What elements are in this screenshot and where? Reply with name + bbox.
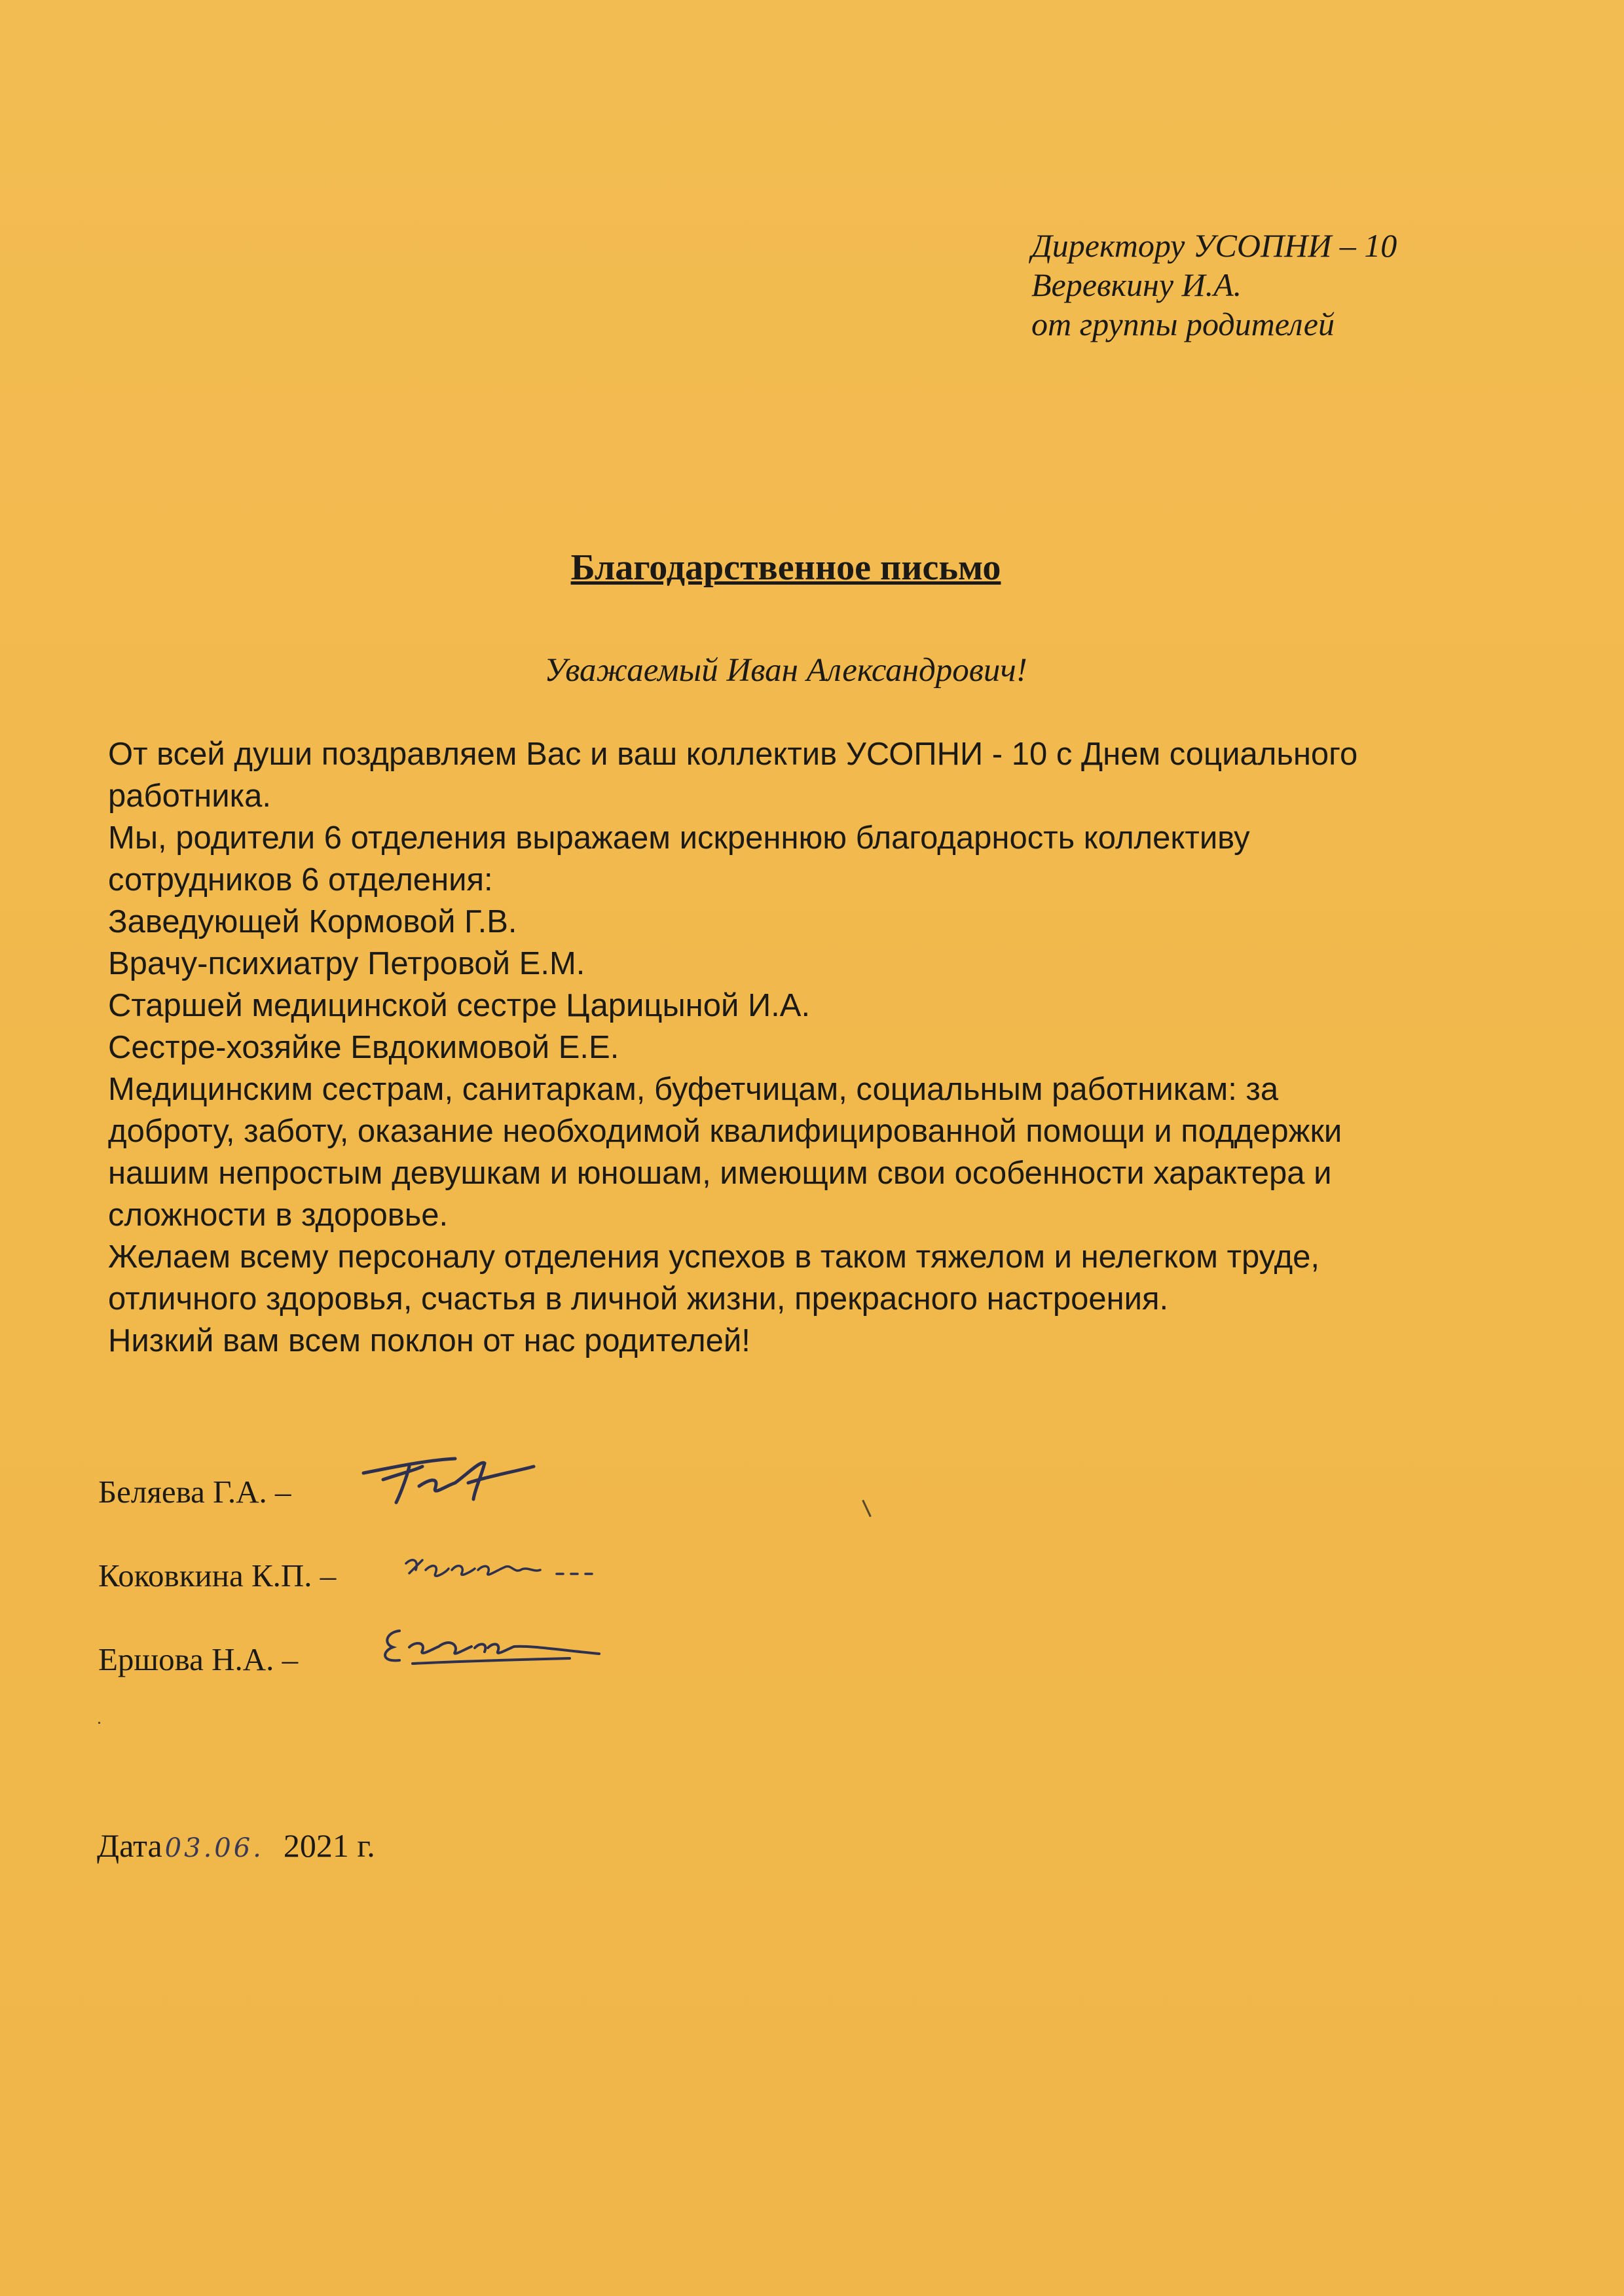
- body-line: Сестре-хозяйке Евдокимовой Е.Е.: [108, 1030, 619, 1065]
- signature-row-ershova: [98, 1637, 336, 1721]
- addressee-block: [1031, 226, 1397, 344]
- body-line: Заведующей Кормовой Г.В.: [108, 904, 517, 939]
- addressee-line-2: Веревкину И.А.: [1031, 266, 1242, 303]
- paper-speck: [98, 1722, 100, 1724]
- body-line: сложности в здоровье.: [108, 1197, 449, 1233]
- salutation: Уважаемый Иван Александрович!: [544, 652, 1027, 689]
- letter-body: [108, 733, 1516, 1362]
- body-line: отличного здоровья, счастья в личной жизни, прекрасного настроения.: [108, 1281, 1169, 1317]
- signature-row-kokovkina: [98, 1554, 336, 1637]
- body-line: доброту, заботу, оказание необходимой квалифицированной помощи и поддержки: [108, 1114, 1342, 1149]
- body-line: работника.: [108, 778, 271, 814]
- letter-title: Благодарственное письмо: [570, 547, 1001, 588]
- handwritten-signature-ershova: [373, 1618, 609, 1677]
- body-line: Медицинским сестрам, санитаркам, буфетчицам, социальным работникам: за: [108, 1072, 1279, 1107]
- signer-name: Беляева Г.А. –: [98, 1474, 291, 1510]
- body-line: сотрудников 6 отделения:: [108, 862, 493, 898]
- date-label: Дата: [97, 1827, 162, 1864]
- signer-name: Коковкина К.П. –: [98, 1558, 337, 1594]
- handwritten-date: 03.06.: [164, 1833, 264, 1863]
- body-line: нашим непростым девушкам и юношам, имеющим свои особенности характера и: [108, 1156, 1332, 1191]
- body-line: Мы, родители 6 отделения выражаем искреннюю благодарность коллективу: [108, 820, 1250, 856]
- body-line: От всей души поздравляем Вас и ваш коллектив УСОПНИ - 10 с Днем социального: [108, 737, 1358, 772]
- paper-speck: [862, 1500, 872, 1518]
- signer-name: Ершова Н.А. –: [98, 1641, 299, 1678]
- body-line: Желаем всему персоналу отделения успехов в таком тяжелом и нелегком труде,: [108, 1239, 1320, 1275]
- date-year: 2021 г.: [283, 1827, 375, 1864]
- body-line: Низкий вам всем поклон от нас родителей!: [108, 1323, 750, 1358]
- addressee-line-3: от группы родителей: [1031, 306, 1335, 342]
- signatures-block: [98, 1470, 336, 1721]
- body-line: Врачу-психиатру Петровой Е.М.: [108, 946, 585, 981]
- body-line: Старшей медицинской сестре Царицыной И.А.: [108, 988, 811, 1023]
- handwritten-signature-beliaeva: [357, 1447, 540, 1512]
- date-line: [97, 1827, 375, 1865]
- handwritten-signature-kokovkina: [399, 1544, 609, 1596]
- signature-row-beliaeva: [98, 1470, 336, 1554]
- addressee-line-1: Директору УСОПНИ – 10: [1031, 227, 1397, 264]
